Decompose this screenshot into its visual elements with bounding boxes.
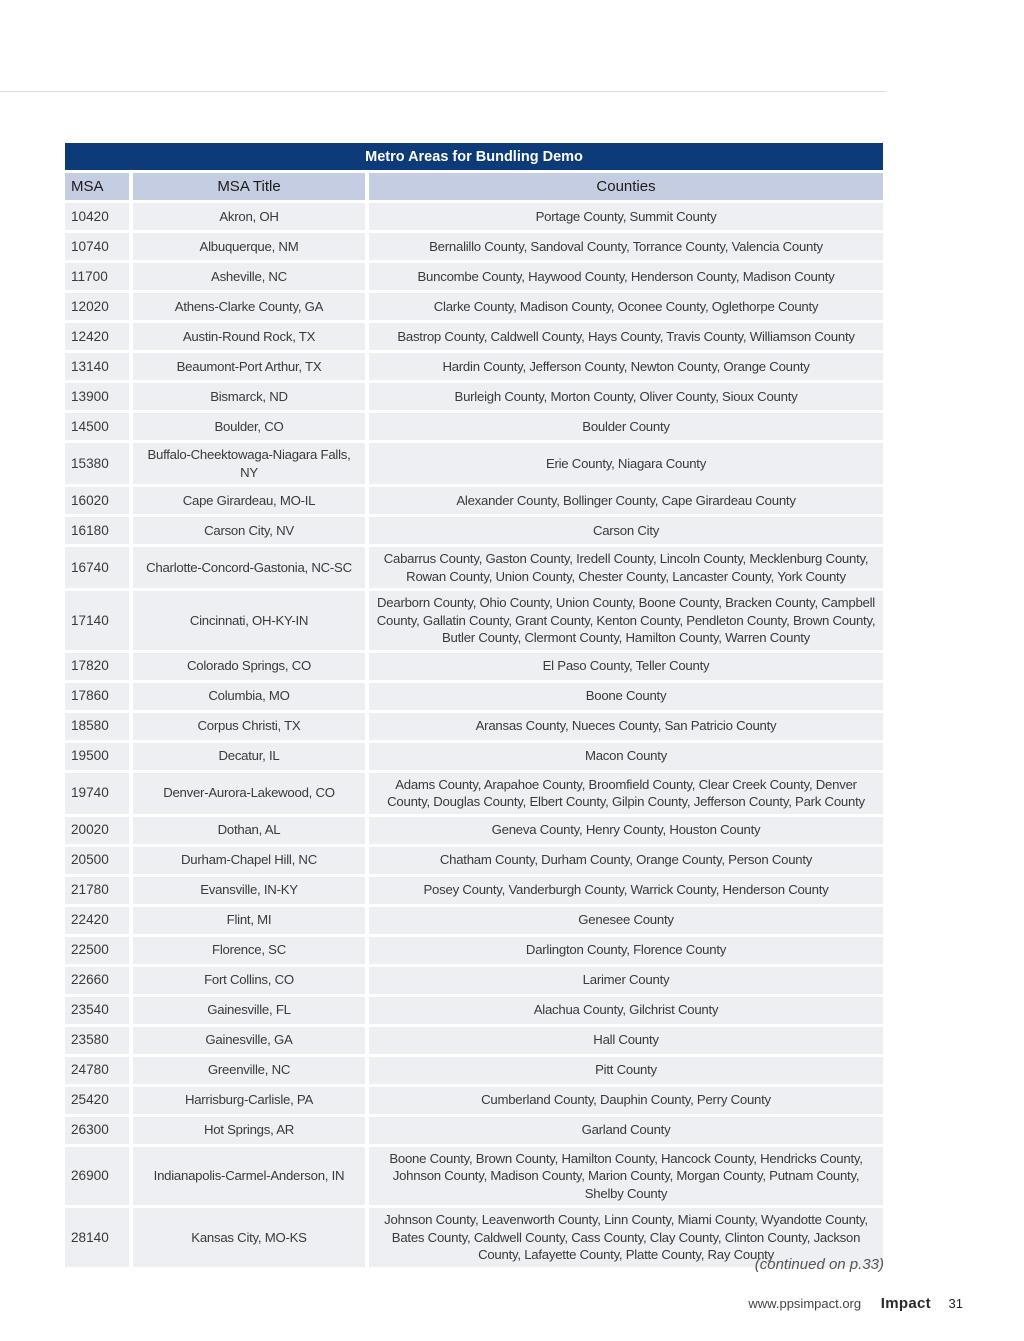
table-row — [65, 1027, 883, 1054]
table-row — [65, 967, 883, 994]
msa-code-cell: 11700 — [65, 263, 129, 290]
table-caption: Metro Areas for Bundling Demo — [65, 143, 883, 170]
msa-code-cell: 24780 — [65, 1057, 129, 1084]
counties-cell: Alexander County, Bollinger County, Cape Girardeau County — [365, 487, 883, 514]
msa-code-cell: 16020 — [65, 487, 129, 514]
msa-title-cell: Florence, SC — [129, 937, 365, 964]
counties-cell: Aransas County, Nueces County, San Patricio County — [365, 713, 883, 740]
footer-publication-name: Impact — [880, 1295, 931, 1312]
msa-code-cell: 23540 — [65, 997, 129, 1024]
msa-title-cell: Akron, OH — [129, 203, 365, 230]
table-row — [65, 353, 883, 380]
msa-title-cell: Bismarck, ND — [129, 383, 365, 410]
table-body — [65, 203, 883, 1267]
counties-cell: Carson City — [365, 517, 883, 544]
msa-title-cell: Durham-Chapel Hill, NC — [129, 847, 365, 874]
msa-code-cell: 10420 — [65, 203, 129, 230]
counties-cell: Macon County — [365, 743, 883, 770]
msa-code-cell: 19740 — [65, 773, 129, 814]
msa-title-cell: Kansas City, MO-KS — [129, 1208, 365, 1267]
msa-code-cell: 26900 — [65, 1147, 129, 1206]
counties-cell: Chatham County, Durham County, Orange County, Person County — [365, 847, 883, 874]
msa-title-cell: Fort Collins, CO — [129, 967, 365, 994]
msa-title-cell: Boulder, CO — [129, 413, 365, 440]
msa-code-cell: 28140 — [65, 1208, 129, 1267]
msa-code-cell: 22500 — [65, 937, 129, 964]
counties-cell: Pitt County — [365, 1057, 883, 1084]
column-header-counties: Counties — [365, 173, 883, 200]
msa-title-cell: Colorado Springs, CO — [129, 653, 365, 680]
msa-title-cell: Dothan, AL — [129, 817, 365, 844]
msa-title-cell: Beaumont-Port Arthur, TX — [129, 353, 365, 380]
msa-title-cell: Austin-Round Rock, TX — [129, 323, 365, 350]
counties-cell: Johnson County, Leavenworth County, Linn County, Miami County, Wyandotte County, Bates County, Caldwell County, Cass County, Clay County, Clinton County, Jackson County, Lafayette County, Platte County, Ray County — [365, 1208, 883, 1267]
msa-code-cell: 16180 — [65, 517, 129, 544]
metro-areas-table — [65, 140, 883, 1270]
msa-title-cell: Charlotte-Concord-Gastonia, NC-SC — [129, 547, 365, 588]
counties-cell: Alachua County, Gilchrist County — [365, 997, 883, 1024]
table-row — [65, 413, 883, 440]
msa-title-cell: Cape Girardeau, MO-IL — [129, 487, 365, 514]
msa-code-cell: 18580 — [65, 713, 129, 740]
msa-code-cell: 15380 — [65, 443, 129, 484]
msa-code-cell: 23580 — [65, 1027, 129, 1054]
msa-title-cell: Corpus Christi, TX — [129, 713, 365, 740]
counties-cell: Dearborn County, Ohio County, Union County, Boone County, Bracken County, Campbell County, Gallatin County, Grant County, Kenton County, Pendleton County, Brown County, Butler County, Clermont County, Hamilton County, Warren County — [365, 591, 883, 650]
table-row — [65, 517, 883, 544]
table-row — [65, 1087, 883, 1114]
counties-cell: Hall County — [365, 1027, 883, 1054]
counties-cell: Cabarrus County, Gaston County, Iredell County, Lincoln County, Mecklenburg County, Rowan County, Union County, Chester County, Lancaster County, York County — [365, 547, 883, 588]
counties-cell: Portage County, Summit County — [365, 203, 883, 230]
counties-cell: Garland County — [365, 1117, 883, 1144]
table-row — [65, 847, 883, 874]
msa-title-cell: Albuquerque, NM — [129, 233, 365, 260]
counties-cell: Erie County, Niagara County — [365, 443, 883, 484]
counties-cell: Bernalillo County, Sandoval County, Torrance County, Valencia County — [365, 233, 883, 260]
msa-title-cell: Greenville, NC — [129, 1057, 365, 1084]
table-row — [65, 817, 883, 844]
table-row — [65, 773, 883, 814]
msa-code-cell: 21780 — [65, 877, 129, 904]
counties-cell: Larimer County — [365, 967, 883, 994]
msa-title-cell: Gainesville, FL — [129, 997, 365, 1024]
table-row — [65, 1117, 883, 1144]
msa-code-cell: 17860 — [65, 683, 129, 710]
counties-cell: Buncombe County, Haywood County, Henderson County, Madison County — [365, 263, 883, 290]
top-divider — [0, 91, 886, 92]
msa-title-cell: Cincinnati, OH-KY-IN — [129, 591, 365, 650]
counties-cell: Burleigh County, Morton County, Oliver County, Sioux County — [365, 383, 883, 410]
page-footer — [0, 1295, 963, 1312]
msa-code-cell: 13900 — [65, 383, 129, 410]
table-row — [65, 487, 883, 514]
table-row — [65, 713, 883, 740]
msa-title-cell: Columbia, MO — [129, 683, 365, 710]
msa-code-cell: 19500 — [65, 743, 129, 770]
table-row — [65, 233, 883, 260]
table-row — [65, 683, 883, 710]
msa-code-cell: 10740 — [65, 233, 129, 260]
msa-code-cell: 16740 — [65, 547, 129, 588]
msa-title-cell: Asheville, NC — [129, 263, 365, 290]
msa-title-cell: Buffalo-Cheektowaga-Niagara Falls, NY — [129, 443, 365, 484]
metro-areas-table-container — [65, 143, 883, 1270]
table-row — [65, 547, 883, 588]
table-row — [65, 997, 883, 1024]
table-row — [65, 653, 883, 680]
continued-note: (continued on p.33) — [754, 1256, 884, 1273]
counties-cell: Boone County — [365, 683, 883, 710]
counties-cell: Bastrop County, Caldwell County, Hays County, Travis County, Williamson County — [365, 323, 883, 350]
table-row — [65, 1147, 883, 1206]
msa-title-cell: Harrisburg-Carlisle, PA — [129, 1087, 365, 1114]
msa-code-cell: 13140 — [65, 353, 129, 380]
msa-title-cell: Carson City, NV — [129, 517, 365, 544]
msa-title-cell: Gainesville, GA — [129, 1027, 365, 1054]
msa-code-cell: 20020 — [65, 817, 129, 844]
msa-code-cell: 25420 — [65, 1087, 129, 1114]
counties-cell: Hardin County, Jefferson County, Newton County, Orange County — [365, 353, 883, 380]
table-row — [65, 877, 883, 904]
counties-cell: Clarke County, Madison County, Oconee County, Oglethorpe County — [365, 293, 883, 320]
msa-title-cell: Decatur, IL — [129, 743, 365, 770]
table-row — [65, 383, 883, 410]
column-header-msa-title: MSA Title — [129, 173, 365, 200]
msa-code-cell: 17820 — [65, 653, 129, 680]
msa-code-cell: 26300 — [65, 1117, 129, 1144]
table-row — [65, 937, 883, 964]
counties-cell: Posey County, Vanderburgh County, Warrick County, Henderson County — [365, 877, 883, 904]
table-row — [65, 743, 883, 770]
counties-cell: Genesee County — [365, 907, 883, 934]
counties-cell: El Paso County, Teller County — [365, 653, 883, 680]
msa-title-cell: Indianapolis-Carmel-Anderson, IN — [129, 1147, 365, 1206]
msa-title-cell: Evansville, IN-KY — [129, 877, 365, 904]
page-number: 31 — [948, 1296, 963, 1311]
msa-code-cell: 22420 — [65, 907, 129, 934]
table-row — [65, 263, 883, 290]
msa-code-cell: 17140 — [65, 591, 129, 650]
counties-cell: Darlington County, Florence County — [365, 937, 883, 964]
table-row — [65, 591, 883, 650]
msa-code-cell: 12420 — [65, 323, 129, 350]
counties-cell: Cumberland County, Dauphin County, Perry County — [365, 1087, 883, 1114]
footer-website: www.ppsimpact.org — [748, 1296, 862, 1311]
msa-code-cell: 22660 — [65, 967, 129, 994]
msa-code-cell: 20500 — [65, 847, 129, 874]
counties-cell: Geneva County, Henry County, Houston County — [365, 817, 883, 844]
msa-title-cell: Hot Springs, AR — [129, 1117, 365, 1144]
column-header-msa: MSA — [65, 173, 129, 200]
table-row — [65, 907, 883, 934]
table-row — [65, 323, 883, 350]
msa-code-cell: 14500 — [65, 413, 129, 440]
counties-cell: Adams County, Arapahoe County, Broomfield County, Clear Creek County, Denver County, Douglas County, Elbert County, Gilpin County, Jefferson County, Park County — [365, 773, 883, 814]
msa-code-cell: 12020 — [65, 293, 129, 320]
counties-cell: Boone County, Brown County, Hamilton County, Hancock County, Hendricks County, Johnson County, Madison County, Marion County, Morgan County, Putnam County, Shelby County — [365, 1147, 883, 1206]
msa-title-cell: Athens-Clarke County, GA — [129, 293, 365, 320]
msa-title-cell: Denver-Aurora-Lakewood, CO — [129, 773, 365, 814]
table-row — [65, 1057, 883, 1084]
msa-title-cell: Flint, MI — [129, 907, 365, 934]
table-row — [65, 203, 883, 230]
table-row — [65, 443, 883, 484]
counties-cell: Boulder County — [365, 413, 883, 440]
table-row — [65, 293, 883, 320]
